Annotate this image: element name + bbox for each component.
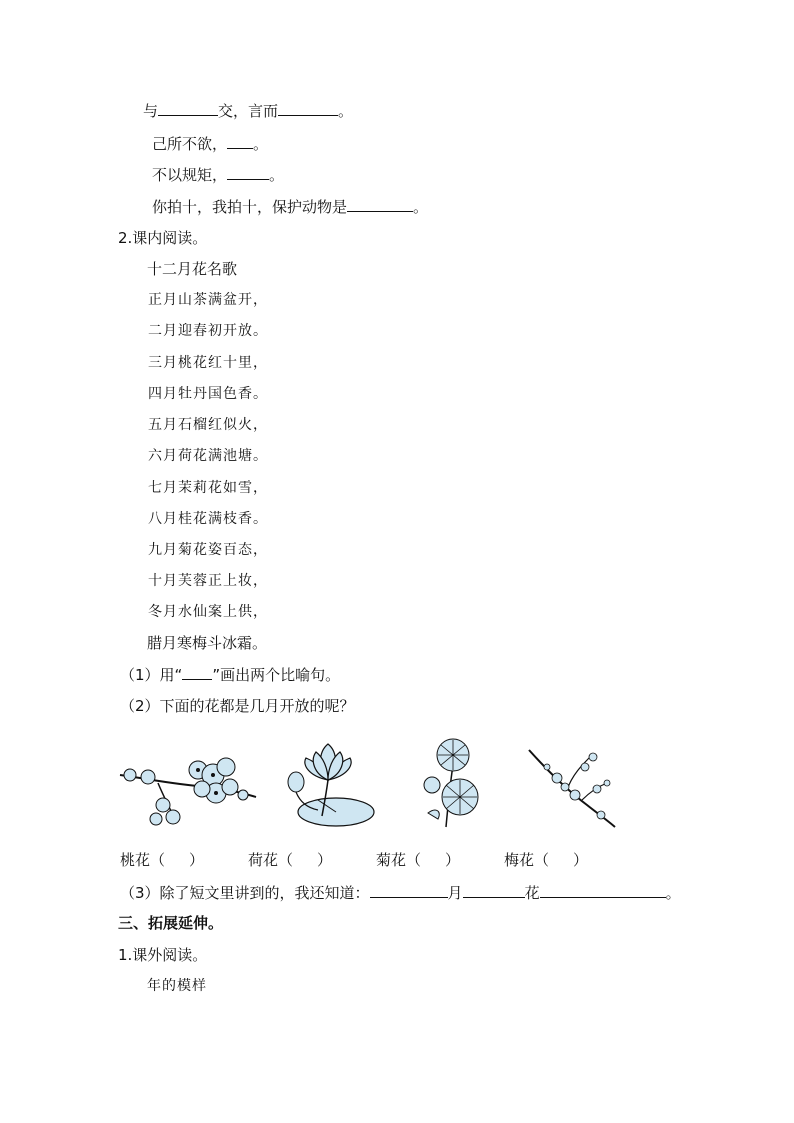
idiom-text: 交，言而 xyxy=(218,102,279,120)
sub-question-3 xyxy=(120,883,681,903)
sub-question-1 xyxy=(120,665,340,685)
poem-title: 十二月花名歌 xyxy=(147,260,238,278)
idiom-text: 。 xyxy=(338,102,354,120)
idiom-line-1 xyxy=(143,101,353,121)
flower-answer-peach xyxy=(120,850,204,870)
reading-title: 年的模样 xyxy=(147,978,207,994)
question-2-heading: 2.课内阅读。 xyxy=(118,229,208,247)
idiom-text: 不以规矩， xyxy=(152,166,228,184)
idiom-text: 与 xyxy=(143,102,159,120)
answer-blank[interactable] xyxy=(463,883,525,898)
answer-blank[interactable] xyxy=(278,101,338,116)
poem-line: 冬月水仙案上供， xyxy=(148,604,268,620)
idiom-text: 。 xyxy=(413,198,429,216)
peach-blossom-icon xyxy=(118,745,258,835)
poem-line: 七月茉莉花如雪， xyxy=(148,480,268,496)
lotus-icon xyxy=(278,740,378,830)
flower-name: 荷花（ xyxy=(248,851,294,869)
idiom-text: 己所不欲， xyxy=(152,135,228,153)
idiom-text: 你拍十，我拍十，保护动物是 xyxy=(152,198,348,216)
flower-name: 桃花（ xyxy=(120,851,166,869)
answer-blank[interactable] xyxy=(227,134,253,149)
question-1-heading: 1.课外阅读。 xyxy=(118,946,208,964)
section-3-heading: 三、拓展延伸。 xyxy=(118,914,224,932)
flower-answer-lotus xyxy=(248,850,332,870)
idiom-line-4 xyxy=(152,197,428,217)
poem-line: 腊月寒梅斗冰霜。 xyxy=(147,634,268,652)
poem-line: 五月石榴红似火， xyxy=(148,417,268,433)
answer-blank[interactable] xyxy=(370,883,448,898)
answer-blank[interactable] xyxy=(347,197,413,212)
answer-blank[interactable] xyxy=(540,883,666,898)
poem-line: 八月桂花满枝香。 xyxy=(148,511,268,527)
sub-question-text: （1）用“ xyxy=(120,666,183,684)
flower-name: 梅花（ xyxy=(504,851,550,869)
poem-line: 十月芙蓉正上妆， xyxy=(148,573,268,589)
plum-blossom-icon xyxy=(527,745,617,830)
poem-line: 六月荷花满池塘。 xyxy=(148,448,268,464)
sub-question-2: （2）下面的花都是几月开放的呢？ xyxy=(120,697,355,715)
chrysanthemum-icon xyxy=(418,735,488,830)
poem-line: 四月牡丹国色香。 xyxy=(148,386,268,402)
poem-line: 九月菊花姿百态， xyxy=(148,542,268,558)
sub-question-text: 月 xyxy=(447,884,463,902)
poem-line: 正月山茶满盆开， xyxy=(148,292,268,308)
sub-question-text: （3）除了短文里讲到的，我还知道： xyxy=(120,884,370,902)
flower-answer-plum xyxy=(504,850,588,870)
poem-line: 三月桃花红十里， xyxy=(148,355,268,371)
idiom-line-2 xyxy=(152,134,268,154)
sub-question-text: ”画出两个比喻句。 xyxy=(212,666,341,684)
sub-question-text: 。 xyxy=(665,884,681,902)
answer-blank[interactable] xyxy=(158,101,218,116)
flower-close: ） xyxy=(573,851,589,869)
flower-answer-chrysanthemum xyxy=(376,850,460,870)
underline-sample xyxy=(182,665,212,680)
idiom-text: 。 xyxy=(269,166,285,184)
flower-name: 菊花（ xyxy=(376,851,422,869)
flower-close: ） xyxy=(445,851,461,869)
flower-close: ） xyxy=(317,851,333,869)
sub-question-text: 花 xyxy=(524,884,540,902)
answer-blank[interactable] xyxy=(227,165,269,180)
idiom-text: 。 xyxy=(253,135,269,153)
poem-line: 二月迎春初开放。 xyxy=(148,323,268,339)
idiom-line-3 xyxy=(152,165,284,185)
flower-close: ） xyxy=(189,851,205,869)
